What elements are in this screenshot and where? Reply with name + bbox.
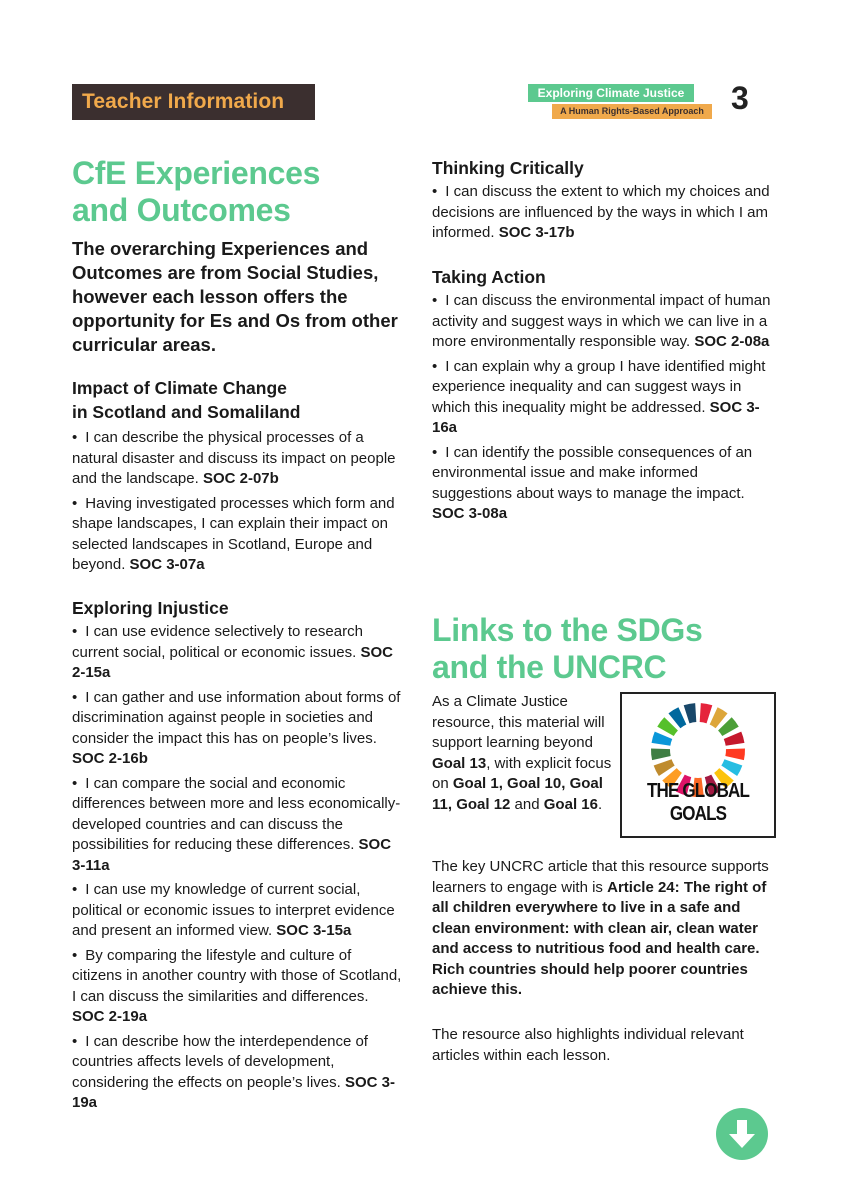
soc-code: SOC 3-16a: [432, 398, 760, 436]
focus-goals: Goal 1, Goal 10, Goal 11, Goal 12: [432, 775, 603, 813]
item-text: I can describe how the interdependence of countries affects levels of development, considering the effects on people’s lives.: [72, 1032, 368, 1091]
closing-paragraph: The resource also highlights individual relevant articles within each lesson.: [432, 1026, 744, 1064]
bullet-icon: •: [72, 1032, 78, 1050]
item-text: I can explain why a group I have identified might experience inequality and can suggest ways in which this inequality might be addressed.: [432, 357, 766, 416]
item-text: I can use my knowledge of current social, political or economic issues to interpret evidence and present an informed view.: [72, 881, 395, 939]
brand-title: Exploring Climate Justice: [528, 84, 694, 102]
list-item: [432, 443, 772, 525]
soc-code: SOC 3-19a: [72, 1073, 395, 1111]
action-heading: Taking Action: [432, 267, 546, 287]
injustice-section: [72, 596, 402, 1118]
soc-code: SOC 3-15a: [276, 922, 352, 939]
bullet-icon: •: [72, 881, 78, 898]
impact-heading-line1: Impact of Climate Change: [72, 378, 287, 398]
list-item: [72, 622, 402, 684]
bullet-icon: •: [72, 946, 78, 964]
sdgs-title: [432, 612, 703, 686]
list-item: [432, 182, 772, 244]
soc-code: SOC 3-17b: [498, 224, 575, 241]
soc-code: SOC 3-07a: [129, 556, 205, 573]
cfe-title: [72, 155, 320, 229]
wheel-segment: [725, 748, 745, 760]
item-text: By comparing the lifestyle and culture of citizens in another country with those of Scotland, I can discuss the similarities and differences.: [72, 946, 402, 1005]
sdgs-text: As a Climate Justice resource, this material will support learning beyond: [432, 693, 605, 751]
soc-code: SOC 2-07b: [202, 470, 279, 487]
soc-code: SOC 2-19a: [72, 1008, 148, 1025]
bullet-icon: •: [72, 623, 78, 640]
wheel-segment: [700, 703, 713, 723]
soc-code: SOC 2-08a: [694, 333, 770, 350]
impact-heading: [72, 376, 402, 424]
soc-code: SOC 3-11a: [72, 836, 392, 874]
action-section: [432, 265, 772, 529]
uncrc-text: The key UNCRC article that this resource supports learners to engage with is: [432, 858, 769, 896]
bullet-icon: •: [72, 688, 78, 706]
uncrc-article-body: The right of all children everywhere to live in a safe and clean environment: with clean air, clean water and access to nutritious food and health care. Rich countries should help poorer countries achieve this.: [432, 878, 767, 998]
thinking-heading: Thinking Critically: [432, 158, 584, 178]
goal-16: Goal 16: [543, 795, 598, 813]
teacher-information-badge: Teacher Information: [72, 84, 315, 120]
soc-code: SOC 2-15a: [72, 643, 393, 681]
sdgs-text: and: [510, 795, 544, 813]
list-item: [72, 494, 402, 576]
bullet-icon: •: [432, 443, 438, 461]
item-text: I can discuss the extent to which my choices and decisions are influenced by the ways in which I am informed.: [432, 183, 770, 241]
global-goals-logo: [620, 692, 776, 838]
next-page-button[interactable]: [716, 1108, 768, 1160]
bullet-icon: •: [432, 357, 438, 375]
list-item: [72, 774, 402, 877]
item-text: I can identify the possible consequences of an environmental issue and make informed suggestions about ways to manage the impact.: [432, 443, 753, 502]
list-item: [432, 291, 772, 353]
wheel-segment: [651, 748, 671, 760]
item-text: I can discuss the environmental impact of human activity and suggest ways in which we can live in a more environmentally responsible way.: [432, 292, 771, 350]
uncrc-paragraph: [432, 857, 772, 1001]
brand-subtitle: A Human Rights-Based Approach: [552, 104, 712, 119]
item-text: I can gather and use information about forms of discrimination against people in societies and consider the impact this has on people’s lives.: [72, 688, 401, 747]
goal-13: Goal 13: [432, 754, 487, 772]
uncrc-article: Article 24:: [607, 878, 680, 896]
sdgs-title-line1: Links to the SDGs: [432, 612, 703, 648]
soc-code: SOC 3-08a: [432, 505, 508, 522]
bullet-icon: •: [72, 494, 78, 512]
wheel-segment: [684, 703, 697, 723]
item-text: I can use evidence selectively to research current social, political or economic issues.: [72, 623, 363, 661]
sdgs-text: , with explicit focus on: [432, 754, 612, 792]
sdgs-title-line2: and the UNCRC: [432, 649, 667, 685]
cfe-intro: The overarching Experiences and Outcomes are from Social Studies, however each lesson offers the opportunity for Es and Os from other curricular areas.: [72, 238, 398, 355]
list-item: [72, 428, 402, 490]
impact-section: [72, 376, 402, 580]
thinking-section: [432, 156, 772, 248]
list-item: [72, 946, 402, 1028]
page-number: 3: [731, 80, 749, 116]
bullet-icon: •: [72, 774, 78, 792]
arrow-down-icon: [716, 1108, 768, 1160]
sdgs-paragraph: [432, 692, 614, 815]
list-item: [72, 880, 402, 942]
list-item: [72, 1032, 402, 1114]
bullet-icon: •: [432, 292, 438, 309]
bullet-icon: •: [72, 429, 78, 446]
list-item: [72, 688, 402, 770]
item-text: I can compare the social and economic differences between more and less economically-developed countries and can discuss the possibilities for reducing these differences.: [72, 774, 401, 853]
global-goals-label: THE GLOBAL GOALS: [647, 780, 749, 825]
wheel-segment: [652, 732, 673, 746]
impact-heading-line2: in Scotland and Somaliland: [72, 402, 301, 422]
item-text: Having investigated processes which form and shape landscapes, I can explain their impact on selected landscapes in Scotland, Europe and beyond.: [72, 494, 395, 573]
list-item: [432, 357, 772, 439]
wheel-segment: [724, 732, 745, 746]
cfe-title-line1: CfE Experiences: [72, 155, 321, 191]
injustice-heading: Exploring Injustice: [72, 598, 229, 618]
soc-code: SOC 2-16b: [72, 750, 148, 767]
sdgs-text: .: [597, 795, 603, 813]
cfe-title-line2: and Outcomes: [72, 192, 291, 228]
item-text: I can describe the physical processes of a natural disaster and discuss its impact on people and the landscape.: [72, 429, 396, 487]
bullet-icon: •: [432, 183, 438, 200]
